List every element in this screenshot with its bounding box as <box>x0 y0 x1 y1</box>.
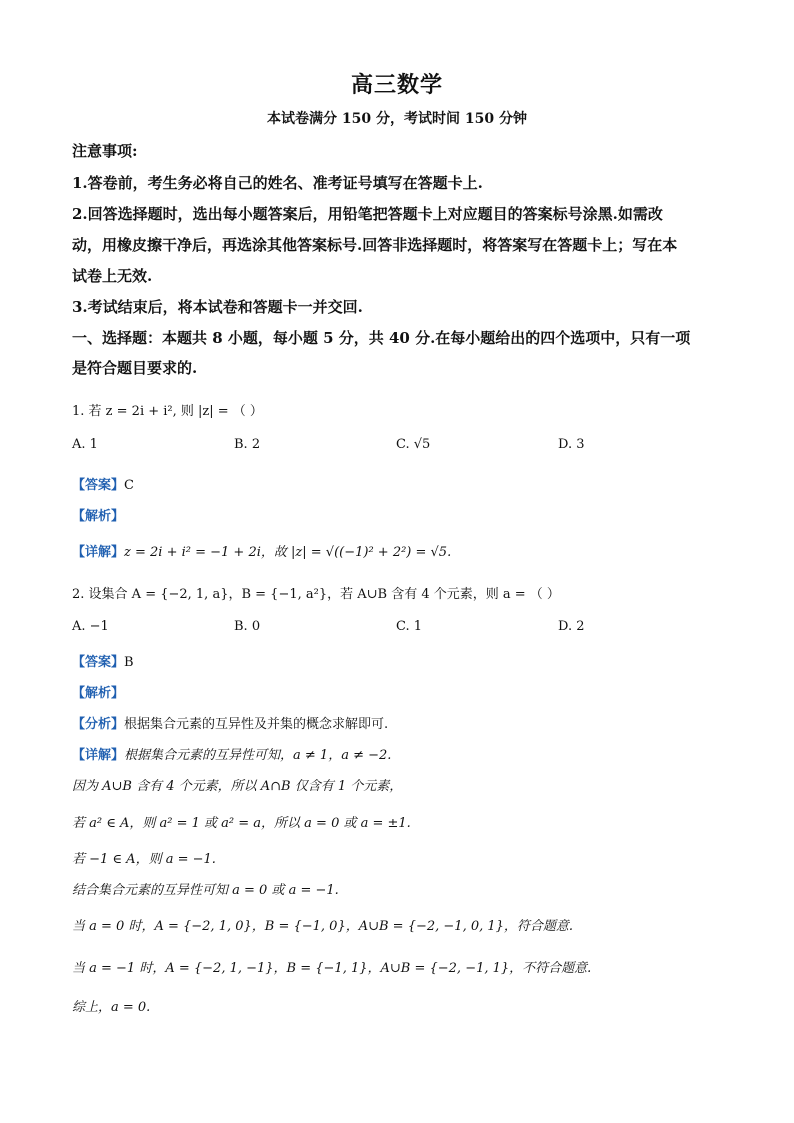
note-item: 1.答卷前，考生务必将自己的姓名、准考证号填写在答题卡上. <box>72 174 483 192</box>
option-a: A. 1 <box>72 437 98 452</box>
detail-line: 若 a² ∈ A，则 a² = 1 或 a² = a，所以 a = 0 或 a = ±1. <box>72 816 411 831</box>
detail-line: 若 −1 ∈ A，则 a = −1. <box>72 852 216 867</box>
page-title: 高三数学 <box>350 72 443 98</box>
detail-tag: 【详解】 <box>72 748 125 763</box>
question-1-detail <box>72 541 722 560</box>
question-1-stem: 1. 若 z = 2i + i², 则 |z| = （ ） <box>72 404 263 419</box>
question-1-options <box>72 437 722 452</box>
note-item: 动，用橡皮擦干净后，再选涂其他答案标号.回答非选择题时，将答案写在答题卡上；写在本 <box>72 236 678 254</box>
question-2-answer <box>72 651 722 670</box>
option-d: D. 3 <box>558 437 585 452</box>
section-heading: 一、选择题：本题共 8 小题，每小题 5 分，共 40 分.在每小题给出的四个选项中，只有一项 <box>72 329 691 347</box>
answer-value: B <box>124 655 134 670</box>
detail-line: 当 a = 0 时，A = {−2, 1, 0}，B = {−1, 0}，A∪B = {−2, −1, 0, 1}，符合题意. <box>72 919 574 934</box>
detail-line: 结合集合元素的互异性可知 a = 0 或 a = −1. <box>72 883 339 898</box>
option-c: C. √5 <box>396 437 431 452</box>
fenxi-tag: 【分析】 <box>72 717 125 732</box>
option-d: D. 2 <box>558 619 585 634</box>
question-2-fenxi <box>72 713 722 732</box>
question-2-analysis-tag: 【解析】 <box>72 686 125 701</box>
question-1-analysis-tag: 【解析】 <box>72 509 125 524</box>
option-b: B. 2 <box>234 437 261 452</box>
fenxi-text: 根据集合元素的互异性及并集的概念求解即可. <box>124 717 389 732</box>
notes-heading: 注意事项: <box>72 142 138 160</box>
page-subtitle: 本试卷满分 150 分，考试时间 150 分钟 <box>267 111 527 127</box>
question-1-answer <box>72 474 722 493</box>
option-c: C. 1 <box>396 619 423 634</box>
question-2-detail <box>72 744 722 763</box>
question-2-stem: 2. 设集合 A = {−2, 1, a}，B = {−1, a²}，若 A∪B 含有 4 个元素，则 a = （ ） <box>72 587 560 602</box>
note-item: 2.回答选择题时，选出每小题答案后，用铅笔把答题卡上对应题目的答案标号涂黑.如需改 <box>72 205 663 223</box>
question-2-options <box>72 619 722 634</box>
detail-line: 当 a = −1 时，A = {−2, 1, −1}，B = {−1, 1}，A∪B = {−2, −1, 1}，不符合题意. <box>72 961 592 976</box>
section-heading-cont: 是符合题目要求的. <box>72 359 198 377</box>
answer-tag: 【答案】 <box>72 655 125 670</box>
note-item: 试卷上无效. <box>72 267 153 285</box>
detail-tag: 【详解】 <box>72 545 125 560</box>
note-item: 3.考试结束后，将本试卷和答题卡一并交回. <box>72 298 363 316</box>
option-b: B. 0 <box>234 619 261 634</box>
detail-line: 因为 A∪B 含有 4 个元素，所以 A∩B 仅含有 1 个元素， <box>72 779 403 794</box>
detail-text: z = 2i + i² = −1 + 2i，故 |z| = √((−1)² + 2²) = √5. <box>124 545 452 560</box>
answer-tag: 【答案】 <box>72 478 125 493</box>
detail-line: 综上，a = 0. <box>72 1000 151 1015</box>
detail-text: 根据集合元素的互异性可知，a ≠ 1，a ≠ −2. <box>124 748 392 763</box>
answer-value: C <box>124 478 134 493</box>
option-a: A. −1 <box>72 619 109 634</box>
